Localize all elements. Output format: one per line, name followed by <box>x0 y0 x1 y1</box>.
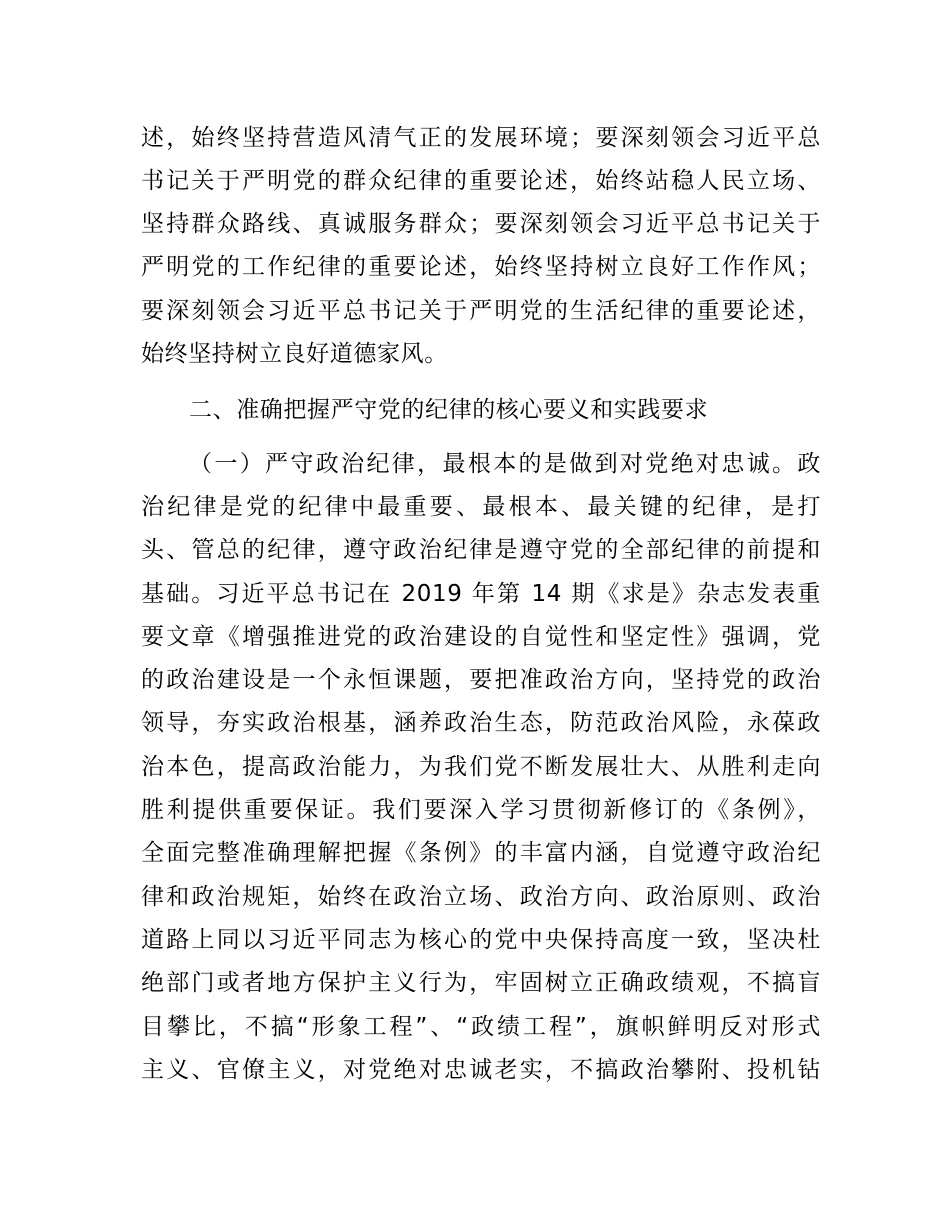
body-text-line: 目攀比，不搞“形象工程”、“政绩工程”，旗帜鲜明反对形式 <box>141 1014 821 1040</box>
body-text-line: 要文章《增强推进党的政治建设的自觉性和坚定性》强调，党 <box>141 624 821 650</box>
body-text-line: 道路上同以习近平同志为核心的党中央保持高度一致，坚决杜 <box>141 927 821 953</box>
body-text-line: 坚持群众路线、真诚服务群众；要深刻领会习近平总书记关于 <box>141 211 821 237</box>
body-text-line: 严明党的工作纪律的重要论述，始终坚持树立良好工作作风； <box>141 254 821 280</box>
body-text-line: 治本色，提高政治能力，为我们党不断发展壮大、从胜利走向 <box>141 754 821 780</box>
body-text-line: 全面完整准确理解把握《条例》的丰富内涵，自觉遵守政治纪 <box>141 840 821 866</box>
body-text-line: 述，始终坚持营造风清气正的发展环境；要深刻领会习近平总 <box>141 125 821 151</box>
body-text-line: 要深刻领会习近平总书记关于严明党的生活纪律的重要论述， <box>141 298 821 324</box>
body-text-line: 始终坚持树立良好道德家风。 <box>141 341 448 367</box>
section-heading: 二、准确把握严守党的纪律的核心要义和实践要求 <box>189 397 709 423</box>
body-text-line: 的政治建设是一个永恒课题，要把准政治方向，坚持党的政治 <box>141 667 821 693</box>
body-text-line: 胜利提供重要保证。我们要深入学习贯彻新修订的《条例》， <box>141 797 821 823</box>
subsection-heading: （一）严守政治纪律，最根本的是做到对党绝对忠诚。政 <box>189 451 821 477</box>
body-text-line: 领导，夯实政治根基，涵养政治生态，防范政治风险，永葆政 <box>141 710 821 736</box>
body-text-line: 头、管总的纪律，遵守政治纪律是遵守党的全部纪律的前提和 <box>141 537 821 563</box>
body-text-line: 书记关于严明党的群众纪律的重要论述，始终站稳人民立场、 <box>141 168 821 194</box>
body-text-line: 律和政治规矩，始终在政治立场、政治方向、政治原则、政治 <box>141 884 821 910</box>
body-text-line: 治纪律是党的纪律中最重要、最根本、最关键的纪律，是打 <box>141 494 821 520</box>
body-text-line: 主义、官僚主义，对党绝对忠诚老实，不搞政治攀附、投机钻 <box>141 1057 821 1083</box>
body-text-line: 基础。习近平总书记在 2019 年第 14 期《求是》杂志发表重 <box>141 581 821 607</box>
body-text-line: 绝部门或者地方保护主义行为，牢固树立正确政绩观，不搞盲 <box>141 970 821 996</box>
